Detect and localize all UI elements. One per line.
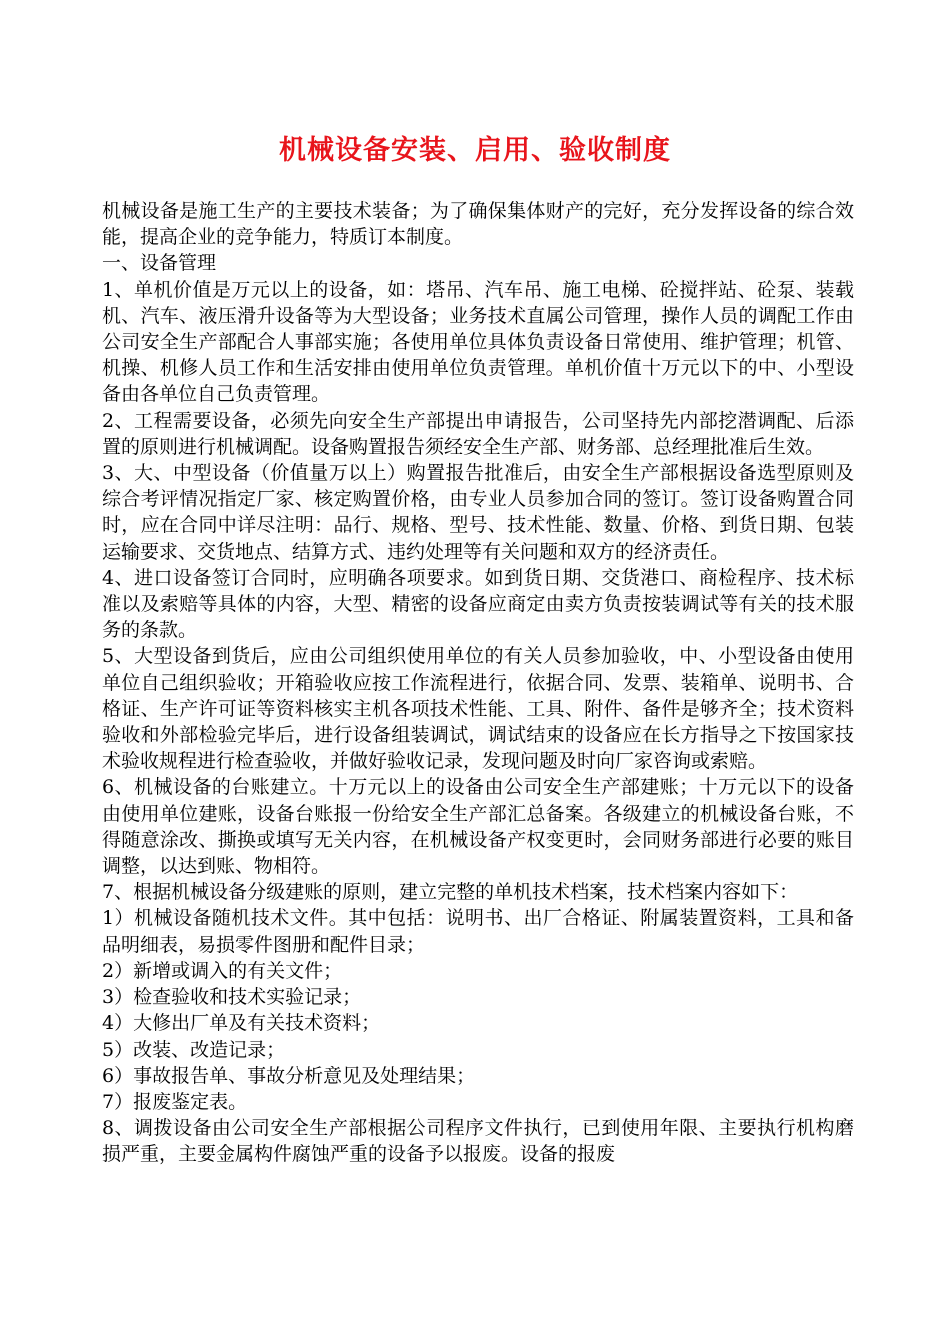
archive-item-2: 2）新增或调入的有关文件； (102, 959, 343, 982)
clause-3: 3、大、中型设备（价值量万以上）购置报告批准后，由安全生产部根据设备选型原则及综合考评情况指定厂家、核定购置价格，由专业人员参加合同的签订。签订设备购置合同时，应在合同中详尽注明：品行、规格、型号、技术性能、数量、价格、到货日期、包装运输要求、交货地点、结算方式、违约处理等有关问题和双方的经济责任。 (102, 462, 854, 563)
clause-7: 7、根据机械设备分级建账的原则，建立完整的单机技术档案，技术档案内容如下： (102, 881, 799, 904)
archive-item-5: 5）改装、改造记录； (102, 1038, 286, 1061)
clause-6: 6、机械设备的台账建立。十万元以上的设备由公司安全生产部建账；十万元以下的设备由使用单位建账，设备台账报一份给安全生产部汇总备案。各级建立的机械设备台账，不得随意涂改、撕换或填写无关内容，在机械设备产权变更时，会同财务部进行必要的账目调整，以达到账、物相符。 (102, 776, 854, 878)
archive-item-7: 7）报废鉴定表。 (102, 1090, 248, 1113)
clause-1: 1、单机价值是万元以上的设备，如：塔吊、汽车吊、施工电梯、砼搅拌站、砼泵、装载机、汽车、液压滑升设备等为大型设备；业务技术直属公司管理，操作人员的调配工作由公司安全生产部配合人事部实施；各使用单位具体负责设备日常使用、维护管理；机管、机操、机修人员工作和生活安排由使用单位负责管理。单机价值十万元以下的中、小型设备由各单位自己负责管理。 (102, 278, 854, 406)
clause-2: 2、工程需要设备，必须先向安全生产部提出申请报告，公司坚持先内部挖潜调配、后添置的原则进行机械调配。设备购置报告须经安全生产部、财务部、总经理批准后生效。 (102, 409, 854, 458)
clause-4: 4、进口设备签订合同时，应明确各项要求。如到货日期、交货港口、商检程序、技术标准以及索赔等具体的内容，大型、精密的设备应商定由卖方负责按装调试等有关的技术服务的条款。 (102, 566, 854, 642)
archive-item-3: 3）检查验收和技术实验记录； (102, 986, 362, 1009)
archive-item-4: 4）大修出厂单及有关技术资料； (102, 1012, 381, 1035)
document-body (102, 198, 854, 1168)
clause-5: 5、大型设备到货后，应由公司组织使用单位的有关人员参加验收，中、小型设备由使用单位自己组织验收；开箱验收应按工作流程进行，依据合同、发票、装箱单、说明书、合格证、生产许可证等资料核实主机各项技术性能、工具、附件、备件是够齐全；技术资料验收和外部检验完毕后，进行设备组装调试，调试结束的设备应在长方指导之下按国家技术验收规程进行检查验收，并做好验收记录，发现问题及时向厂家咨询或索赔。 (102, 645, 854, 773)
archive-item-1: 1）机械设备随机技术文件。其中包括：说明书、出厂合格证、附属装置资料，工具和备品明细表，易损零件图册和配件目录； (102, 907, 854, 956)
section-heading-equipment-management: 一、设备管理 (102, 252, 217, 275)
archive-item-6: 6）事故报告单、事故分析意见及处理结果； (102, 1064, 476, 1087)
clause-8: 8、调拨设备由公司安全生产部根据公司程序文件执行，已到使用年限、主要执行机构磨损严重，主要金属构件腐蚀严重的设备予以报废。设备的报废 (102, 1117, 854, 1166)
intro-paragraph: 机械设备是施工生产的主要技术装备；为了确保集体财产的完好，充分发挥设备的综合效能，提高企业的竞争能力，特质订本制度。 (102, 200, 854, 249)
document-title: 机械设备安装、启用、验收制度 (279, 135, 671, 166)
